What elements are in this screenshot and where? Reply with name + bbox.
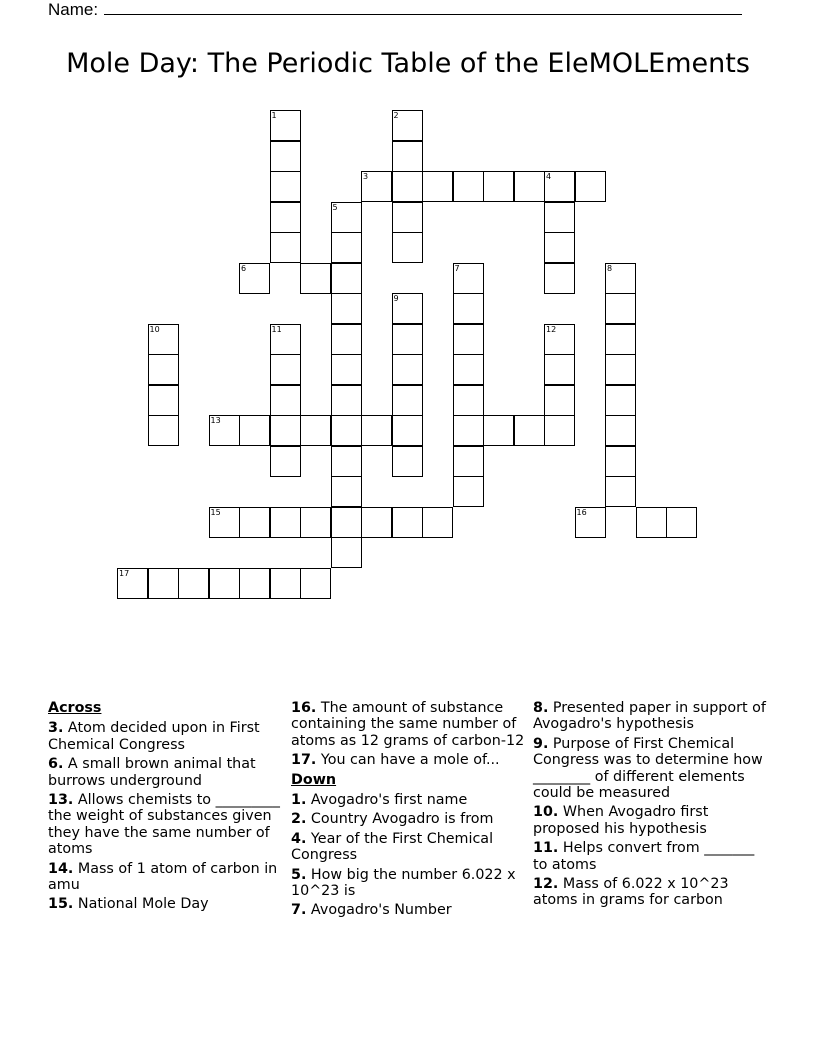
grid-cell[interactable] [331, 232, 362, 263]
grid-cell[interactable] [483, 171, 514, 202]
grid-cell[interactable] [148, 415, 179, 446]
grid-cell[interactable] [361, 171, 392, 202]
clue-item [291, 792, 527, 808]
grid-cell[interactable] [575, 171, 606, 202]
grid-cell[interactable] [544, 232, 575, 263]
grid-cell[interactable] [666, 507, 697, 538]
clue-text: National Mole Day [73, 896, 209, 913]
grid-cell[interactable] [575, 507, 606, 538]
grid-cell[interactable] [331, 446, 362, 477]
clue-item [533, 700, 769, 733]
grid-cell[interactable] [453, 385, 484, 416]
clue-number: 11 [271, 324, 282, 334]
clue-number: 6 [241, 263, 247, 273]
grid-cell[interactable] [117, 568, 148, 599]
clue-text: Avogadro's Number [306, 902, 452, 919]
clue-item [291, 902, 527, 918]
grid-cell[interactable] [605, 415, 636, 446]
grid-cell[interactable] [209, 507, 240, 538]
grid-cell[interactable] [148, 354, 179, 385]
grid-cell[interactable] [148, 568, 179, 599]
grid-cell[interactable] [239, 415, 270, 446]
grid-cell[interactable] [392, 171, 423, 202]
clue-number: 3 [363, 172, 369, 181]
clue-text: Mass of 1 atom of carbon in amu [48, 860, 278, 894]
grid-cell[interactable] [361, 415, 392, 446]
clue-number-label: 5. [291, 866, 307, 883]
clues-column-1 [48, 700, 288, 916]
clue-item [533, 736, 769, 802]
grid-cell[interactable] [300, 415, 331, 446]
grid-cell[interactable] [270, 446, 301, 477]
grid-cell[interactable] [453, 476, 484, 507]
grid-cell[interactable] [270, 385, 301, 416]
clue-text: You can have a mole of... [316, 752, 500, 769]
grid-cell[interactable] [453, 293, 484, 324]
clue-number: 2 [393, 111, 399, 120]
clue-number-label: 16. [291, 700, 317, 716]
clue-item [48, 861, 288, 894]
grid-cell[interactable] [331, 202, 362, 233]
grid-cell[interactable] [300, 568, 331, 599]
grid-cell[interactable] [422, 507, 453, 538]
grid-cell[interactable] [392, 202, 423, 233]
grid-cell[interactable] [544, 354, 575, 385]
grid-cell[interactable] [605, 446, 636, 477]
grid-cell[interactable] [453, 415, 484, 446]
grid-cell[interactable] [392, 232, 423, 263]
grid-cell[interactable] [331, 507, 362, 538]
clue-item [291, 700, 527, 749]
clue-number-label: 17. [291, 752, 317, 769]
grid-cell[interactable] [544, 385, 575, 416]
clue-number-label: 6. [48, 756, 64, 773]
clue-number: 15 [210, 507, 221, 517]
clue-text: Year of the First Chemical Congress [291, 830, 494, 864]
clue-text: Avogadro's first name [306, 792, 468, 809]
grid-cell[interactable] [331, 324, 362, 355]
clue-number-label: 4. [291, 830, 307, 847]
grid-cell[interactable] [331, 354, 362, 385]
grid-cell[interactable] [392, 293, 423, 324]
clue-text: When Avogadro first proposed his hypothesis [533, 804, 709, 837]
grid-cell[interactable] [392, 415, 423, 446]
name-label: Name: [48, 0, 99, 19]
grid-cell[interactable] [331, 476, 362, 507]
grid-cell[interactable] [331, 293, 362, 324]
grid-cell[interactable] [270, 171, 301, 202]
clue-text: A small brown animal that burrows underground [48, 756, 256, 789]
clue-number-label: 15. [48, 896, 74, 913]
clue-text: Mass of 6.022 x 10^23 atoms in grams for carbon [533, 876, 729, 909]
grid-cell[interactable] [270, 141, 301, 172]
grid-cell[interactable] [392, 507, 423, 538]
clue-item [533, 804, 769, 837]
grid-cell[interactable] [392, 110, 423, 141]
clue-number: 13 [210, 416, 221, 425]
grid-cell[interactable] [331, 263, 362, 294]
grid-cell[interactable] [148, 385, 179, 416]
clue-text: Helps convert from _______ to atoms [533, 840, 755, 873]
clues-column-2 [291, 700, 527, 922]
clue-text: Country Avogadro is from [306, 811, 494, 828]
clue-text: Purpose of First Chemical Congress was to determine how ________ of different elements could be measured [533, 735, 763, 802]
clue-heading: Down [291, 771, 337, 788]
grid-cell[interactable] [239, 568, 270, 599]
clue-number: 12 [546, 324, 557, 334]
page-title: Mole Day: The Periodic Table of the EleMOLEments [66, 48, 750, 79]
grid-cell[interactable] [178, 568, 209, 599]
clue-number: 10 [149, 324, 160, 334]
grid-cell[interactable] [270, 110, 301, 141]
grid-cell[interactable] [392, 385, 423, 416]
clue-number: 1 [271, 111, 277, 120]
clue-text: Presented paper in support of Avogadro's hypothesis [533, 700, 766, 733]
clue-number-label: 8. [533, 700, 549, 716]
grid-cell[interactable] [270, 415, 301, 446]
grid-cell[interactable] [483, 415, 514, 446]
clue-number-label: 9. [533, 735, 549, 752]
clue-item [291, 867, 527, 900]
grid-cell[interactable] [605, 263, 636, 294]
grid-cell[interactable] [514, 415, 545, 446]
grid-cell[interactable] [605, 354, 636, 385]
clues-column-3 [533, 700, 769, 912]
grid-cell[interactable] [453, 263, 484, 294]
grid-cell[interactable] [270, 232, 301, 263]
grid-cell[interactable] [422, 171, 453, 202]
grid-cell[interactable] [270, 324, 301, 355]
grid-cell[interactable] [331, 415, 362, 446]
grid-cell[interactable] [514, 171, 545, 202]
clue-item [48, 756, 288, 789]
grid-cell[interactable] [209, 415, 240, 446]
clue-number: 4 [546, 172, 552, 181]
grid-cell[interactable] [544, 202, 575, 233]
grid-cell[interactable] [453, 354, 484, 385]
clue-number-label: 14. [48, 860, 74, 877]
clue-text: Allows chemists to _________ the weight of substances given they have the same number of atoms [48, 792, 280, 858]
clue-text: The amount of substance containing the same number of atoms as 12 grams of carbon-12 [291, 700, 525, 749]
grid-cell[interactable] [331, 385, 362, 416]
clue-number-label: 3. [48, 720, 64, 737]
clue-item [533, 840, 769, 873]
grid-cell[interactable] [544, 263, 575, 294]
clue-number-label: 11. [533, 840, 559, 857]
clue-item [291, 752, 527, 768]
grid-cell[interactable] [270, 354, 301, 385]
clue-number-label: 2. [291, 811, 307, 828]
grid-cell[interactable] [392, 324, 423, 355]
grid-cell[interactable] [636, 507, 667, 538]
clue-item [48, 720, 288, 753]
grid-cell[interactable] [605, 324, 636, 355]
clue-item [291, 831, 527, 864]
clue-number: 17 [119, 568, 130, 578]
grid-cell[interactable] [300, 263, 331, 294]
clue-number-label: 13. [48, 792, 74, 809]
clue-number-label: 12. [533, 876, 559, 893]
clue-item [48, 896, 288, 912]
grid-cell[interactable] [392, 354, 423, 385]
grid-cell[interactable] [544, 415, 575, 446]
grid-cell[interactable] [270, 202, 301, 233]
clue-text: Atom decided upon in First Chemical Congress [48, 720, 260, 753]
grid-cell[interactable] [605, 293, 636, 324]
grid-cell[interactable] [239, 263, 270, 294]
clue-number-label: 10. [533, 804, 559, 821]
grid-cell[interactable] [331, 537, 362, 568]
clue-number-label: 7. [291, 902, 307, 919]
clue-number: 7 [454, 263, 460, 273]
clue-heading: Across [48, 700, 102, 716]
clue-number: 16 [576, 507, 587, 517]
clue-number-label: 1. [291, 792, 307, 809]
grid-cell[interactable] [361, 507, 392, 538]
clue-number: 8 [607, 263, 613, 273]
grid-cell[interactable] [605, 476, 636, 507]
grid-cell[interactable] [544, 171, 575, 202]
grid-cell[interactable] [453, 171, 484, 202]
clue-item [48, 792, 288, 858]
grid-cell[interactable] [270, 568, 301, 599]
grid-cell[interactable] [392, 141, 423, 172]
grid-cell[interactable] [239, 507, 270, 538]
grid-cell[interactable] [453, 446, 484, 477]
grid-cell[interactable] [605, 385, 636, 416]
grid-cell[interactable] [270, 507, 301, 538]
grid-cell[interactable] [148, 324, 179, 355]
grid-cell[interactable] [300, 507, 331, 538]
grid-cell[interactable] [209, 568, 240, 599]
grid-cell[interactable] [453, 324, 484, 355]
grid-cell[interactable] [544, 324, 575, 355]
clue-number: 9 [393, 294, 399, 303]
clue-item [291, 811, 527, 827]
clue-number: 5 [332, 202, 338, 212]
clue-item [533, 876, 769, 909]
clue-text: How big the number 6.022 x 10^23 is [291, 866, 516, 900]
grid-cell[interactable] [392, 446, 423, 477]
